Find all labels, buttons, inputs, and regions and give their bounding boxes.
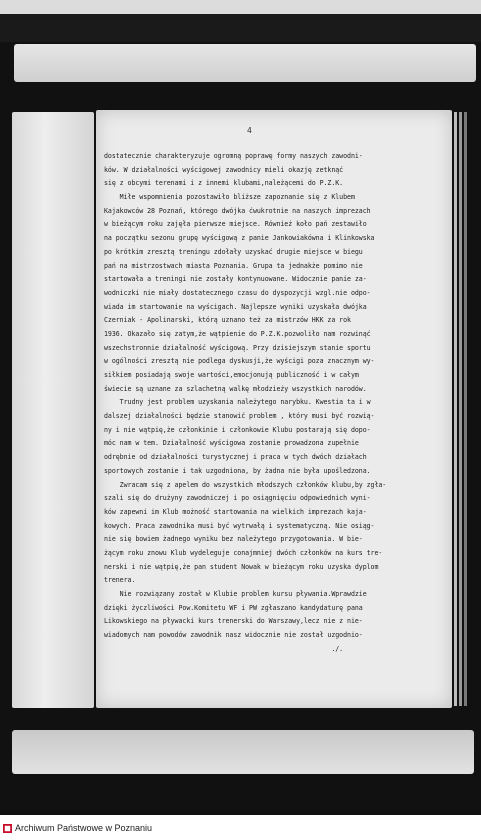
text-line: 1936. Okazało się zatym,że wątpienie do P.Z.K.pozwoliło nam rozwinąć bbox=[104, 329, 371, 338]
text-line: ny i nie wątpię,że członkinie i członkowie Klubu postarają się dopo- bbox=[104, 425, 371, 434]
text-line: ków. W działalności wyścigowej zawodnicy mieli okazję zetknąć bbox=[104, 165, 344, 174]
text-line: szali się do drużyny zawodniczej i po osiągnięciu odpowiednich wyni- bbox=[104, 494, 371, 503]
page-edge bbox=[454, 112, 457, 706]
text-line: Czerniak - Apolinarski, którą uznano też za mistrzów HKK za rok bbox=[104, 316, 351, 325]
text-line: Trudny jest problem uzyskania należytego narybku. Kwestia ta i w bbox=[104, 398, 371, 407]
text-line: wszechstronnie działalność wyścigową. Przy dzisiejszym stanie sportu bbox=[104, 343, 371, 352]
text-line: pań na mistrzostwach miasta Poznania. Grupa ta jednakże pomimo nie bbox=[104, 261, 363, 270]
archive-label: Archiwum Państwowe w Poznaniu bbox=[15, 823, 153, 833]
text-line: nie się bowiem żadnego wyniku bez należytego przygotowania. W bie- bbox=[104, 535, 363, 544]
text-line: móc nam w tem. Działalność wyścigowa zostanie prowadzona zupełnie bbox=[104, 439, 359, 448]
text-line: odrębnie od działalności turystycznej i praca w tych dwóch działach bbox=[104, 453, 367, 462]
text-line: się z obcymi terenami i z innemi klubami,należącemi do P.Z.K. bbox=[104, 179, 344, 188]
text-line: Zwracam się z apelem do wszystkich młodszych członków klubu,by zgła- bbox=[104, 480, 387, 489]
text-line: ./. bbox=[104, 644, 344, 653]
text-line: Miłe wspomnienia pozostawiło bliższe zapoznanie się z Klubem bbox=[104, 193, 355, 202]
document-text bbox=[104, 150, 449, 656]
archive-logo-icon bbox=[3, 824, 12, 833]
lower-page-fragment bbox=[12, 730, 474, 774]
page-edge bbox=[459, 112, 462, 706]
text-line: w bieżącym roku zajęła pierwsze miejsce. Również koło pań zestawiło bbox=[104, 220, 367, 229]
text-line: siłkiem posiadają swoje wartości,emocjonują publiczność i w całym bbox=[104, 371, 359, 379]
text-line: w ogólności zresztą nie podlega dyskusji,że wyścigi poza znacznym wy- bbox=[104, 357, 375, 366]
text-line: startowała a treningi nie zostały kontynuowane. Widocznie panie za- bbox=[104, 275, 367, 284]
text-line: żącym roku znowu Klub wydeleguje conajmniej dwóch członków na kurs tre- bbox=[104, 548, 383, 557]
text-line: dzięki życzliwości Pow.Komitetu WF i PW zgłaszano kandydaturę pana bbox=[104, 603, 363, 612]
text-line: Kajakowców 28 Poznań, którego dwójka ćwukrotnie na naszych imprezach bbox=[104, 206, 371, 215]
text-line: wiadomych nam powodów zawodnik nasz widocznie nie został uzgodnio- bbox=[104, 631, 363, 640]
text-line: po krótkim zresztą treningu zdołały uzyskać drugie miejsce w biegu bbox=[104, 247, 363, 256]
text-line: sportowych zostanie i tak uzgodniona, by żadna nie była upośledzona. bbox=[104, 466, 371, 475]
text-line: świecie są uznane za szlachetną walkę młodzieży wszystkich narodów. bbox=[104, 384, 367, 393]
upper-page-fragment bbox=[14, 44, 476, 82]
text-line: ków zapewni im Klub możność startowania na wielkich imprezach kaja- bbox=[104, 507, 367, 516]
text-line: Likowskiego na pływacki kurs trenerski do Warszawy,lecz nie z nie- bbox=[104, 617, 363, 626]
text-line: wodniczki nie miały dostatecznego czasu do dyspozycji wzgl.nie odpo- bbox=[104, 288, 371, 297]
film-edge bbox=[0, 14, 481, 42]
text-line: nerski i nie wątpię,że pan student Nowak w bieżącym roku uzyska dyplom bbox=[104, 562, 379, 571]
page-edge bbox=[464, 112, 467, 706]
text-line: wiada im startowanie na wyścigach. Najlepsze wyniki uzyskała dwójka bbox=[104, 302, 367, 311]
film-top-strip bbox=[0, 0, 481, 15]
text-line: dostatecznie charakteryzuje ogromną poprawę formy naszych zawodni- bbox=[104, 152, 363, 160]
text-line: kowych. Praca zawodnika musi być wytrwałą i systematyczną. Nie osiąg- bbox=[104, 521, 375, 530]
text-line: dalszej działalności będzie stanowić problem , który musi być rozwią- bbox=[104, 412, 375, 421]
text-line: trenera. bbox=[104, 576, 136, 585]
footer-bar bbox=[0, 815, 481, 840]
page-number: 4 bbox=[247, 126, 252, 135]
text-line: na początku sezonu grupę wyścigową z panie Jankowiakówna i Klinkowska bbox=[104, 234, 375, 243]
text-line: Nie rozwiązany został w Klubie problem kursu pływania.Wprawdzie bbox=[104, 590, 367, 598]
left-page-fragment bbox=[12, 112, 94, 708]
